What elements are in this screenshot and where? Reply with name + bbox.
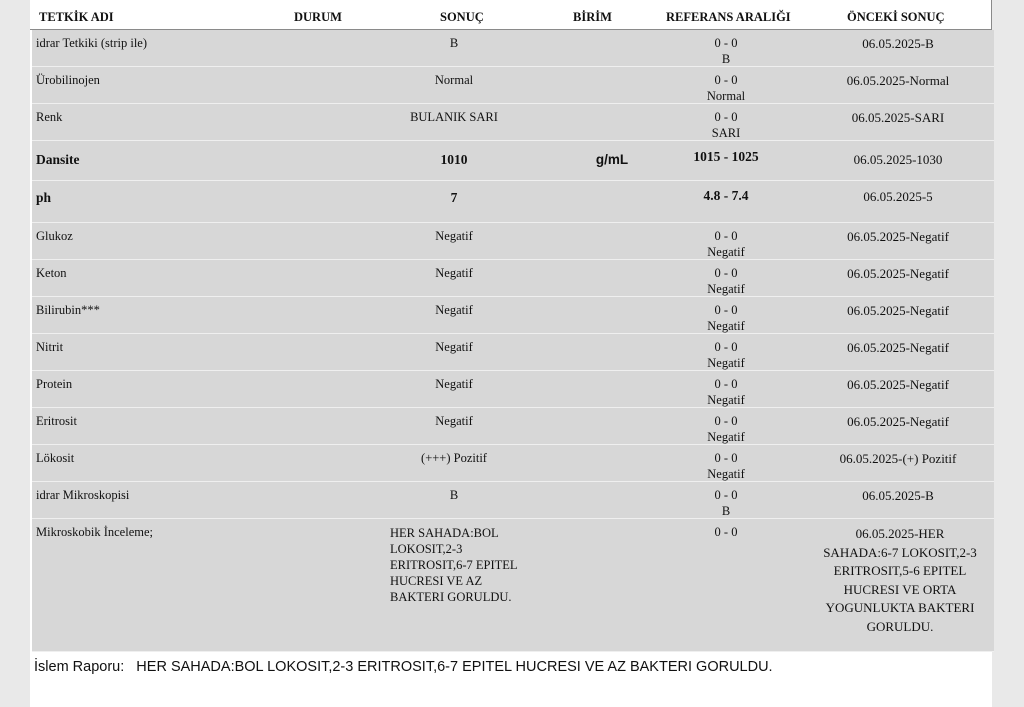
reference-range	[666, 72, 786, 104]
test-name: Protein	[36, 377, 73, 391]
table-row	[32, 519, 994, 652]
reference-value: 0 - 0	[714, 73, 738, 87]
reference-note: Negatif	[707, 393, 745, 407]
reference-range	[666, 228, 786, 260]
reference-note: B	[721, 504, 731, 518]
reference-value: 0 - 0	[714, 110, 738, 124]
previous-result: 06.05.2025-HER SAHADA:6-7 LOKOSIT,2-3 ERITROSIT,5-6 EPITEL HUCRESI VE ORTA YOGUNLUKTA BAKTERI GORULDU.	[823, 526, 977, 634]
header-previous: ÖNCEKİ SONUÇ	[847, 10, 945, 24]
table-row	[32, 334, 994, 371]
previous-result: 06.05.2025-B	[862, 36, 934, 51]
reference-note: Negatif	[707, 319, 745, 333]
process-report	[34, 659, 773, 675]
reference-note: Negatif	[707, 282, 745, 296]
reference-note: Negatif	[707, 467, 745, 481]
previous-result: 06.05.2025-Negatif	[847, 303, 949, 318]
reference-value: 0 - 0	[714, 451, 738, 465]
process-report-label: İslem Raporu:	[34, 659, 125, 675]
test-result: Negatif	[435, 303, 473, 317]
reference-range: 1015 - 1025	[693, 149, 759, 164]
table-row	[32, 223, 994, 260]
table-row	[32, 67, 994, 104]
test-result: Negatif	[435, 266, 473, 280]
reference-range	[666, 376, 786, 408]
table-row	[32, 371, 994, 408]
test-name: Dansite	[36, 152, 80, 167]
test-result: (+++) Pozitif	[421, 451, 487, 465]
reference-range	[666, 302, 786, 334]
test-result: HER SAHADA:BOL LOKOSIT,2-3 ERITROSIT,6-7 EPITEL HUCRESI VE AZ BAKTERI GORULDU.	[390, 526, 518, 604]
table-row	[32, 297, 994, 334]
test-result: 1010	[440, 152, 468, 167]
previous-result: 06.05.2025-Negatif	[847, 377, 949, 392]
previous-result: 06.05.2025-5	[863, 189, 933, 204]
results-table	[32, 30, 994, 652]
header-status: DURUM	[294, 10, 342, 24]
reference-value: 0 - 0	[714, 229, 738, 243]
reference-range	[666, 339, 786, 371]
reference-range	[666, 35, 786, 67]
previous-result: 06.05.2025-Negatif	[847, 229, 949, 244]
reference-note: Negatif	[707, 430, 745, 444]
previous-result: 06.05.2025-SARI	[851, 110, 945, 125]
reference-range	[666, 487, 786, 519]
reference-value: 0 - 0	[714, 340, 738, 354]
test-name: ph	[36, 190, 52, 205]
reference-range	[666, 109, 786, 141]
test-result: BULANIK SARI	[410, 110, 498, 124]
reference-value: 0 - 0	[714, 36, 738, 50]
table-row	[32, 104, 994, 141]
previous-result: 06.05.2025-(+) Pozitif	[839, 451, 957, 466]
test-name: Lökosit	[36, 451, 75, 465]
reference-range	[666, 413, 786, 445]
reference-range	[666, 450, 786, 482]
reference-note: B	[721, 52, 731, 66]
previous-result: 06.05.2025-Negatif	[847, 414, 949, 429]
test-result: B	[449, 488, 459, 502]
test-name: Eritrosit	[36, 414, 77, 428]
process-report-text: HER SAHADA:BOL LOKOSIT,2-3 ERITROSIT,6-7 EPITEL HUCRESI VE AZ BAKTERI GORULDU.	[136, 659, 773, 675]
reference-range: 0 - 0	[714, 525, 738, 539]
table-row	[32, 181, 994, 223]
header-test-name: TETKİK ADI	[39, 10, 114, 24]
test-name: Keton	[36, 266, 67, 280]
table-row	[32, 408, 994, 445]
test-name: Glukoz	[36, 229, 73, 243]
previous-result: 06.05.2025-Negatif	[847, 266, 949, 281]
reference-value: 0 - 0	[714, 303, 738, 317]
header-result: SONUÇ	[440, 10, 484, 24]
previous-result: 06.05.2025-Normal	[846, 73, 950, 88]
test-result: Negatif	[435, 377, 473, 391]
reference-value: 0 - 0	[714, 377, 738, 391]
previous-result: 06.05.2025-B	[862, 488, 934, 503]
table-row	[32, 260, 994, 297]
reference-note: Negatif	[707, 356, 745, 370]
table-header	[30, 0, 992, 30]
reference-note: SARI	[711, 126, 741, 140]
test-name: idrar Tetkiki (strip ile)	[36, 36, 148, 50]
test-name: Renk	[36, 110, 63, 124]
test-name: Mikroskobik İnceleme;	[36, 525, 153, 539]
test-result: Negatif	[435, 414, 473, 428]
table-row	[32, 445, 994, 482]
header-unit: BİRİM	[573, 10, 612, 24]
test-name: idrar Mikroskopisi	[36, 488, 130, 502]
previous-result: 06.05.2025-1030	[853, 152, 943, 167]
test-result: Negatif	[435, 340, 473, 354]
table-row	[32, 141, 994, 181]
previous-result: 06.05.2025-Negatif	[847, 340, 949, 355]
reference-note: Normal	[706, 89, 746, 103]
reference-value: 0 - 0	[714, 488, 738, 502]
reference-value: 0 - 0	[714, 266, 738, 280]
test-result: Negatif	[435, 229, 473, 243]
reference-range: 4.8 - 7.4	[703, 188, 749, 203]
test-result: B	[449, 36, 459, 50]
reference-note: Negatif	[707, 245, 745, 259]
reference-value: 0 - 0	[714, 414, 738, 428]
header-reference: REFERANS ARALIĞI	[666, 10, 791, 24]
test-unit: g/mL	[595, 152, 629, 167]
test-name: Bilirubin***	[36, 303, 100, 317]
test-name: Ürobilinojen	[36, 73, 100, 87]
reference-range	[666, 265, 786, 297]
table-row	[32, 482, 994, 519]
test-name: Nitrit	[36, 340, 64, 354]
test-result: Normal	[434, 73, 474, 87]
test-result: 7	[450, 190, 458, 205]
table-row	[32, 30, 994, 67]
